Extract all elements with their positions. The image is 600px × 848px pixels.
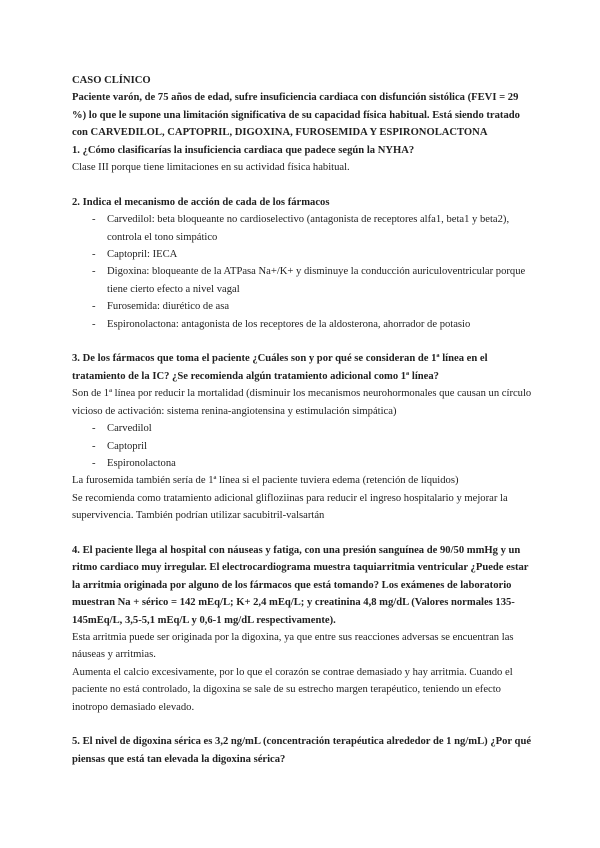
question-1: 1. ¿Cómo clasificarías la insuficiencia cardiaca que padece según la NYHA? [72,144,415,156]
answer-1: Clase III porque tiene limitaciones en su actividad física habitual. [72,162,350,174]
list-item: - Digoxina: bloqueante de la ATPasa Na+/K+ y disminuye la conducción auriculoventricular porque tiene cierto efecto a nivel vagal [72,263,534,298]
question-4: 4. El paciente llega al hospital con náuseas y fatiga, con una presión sanguínea de 90/50 mmHg y un ritmo cardiaco muy irregular. El electrocardiograma muestra taquiarritmia ventricular ¿Puede estar la arritmia originada por alguno de los fármacos que está tomando? Los exámenes de laboratorio muestran Na + sérico = 142 mEq/L; K+ 2,4 mEq/L; y creatinina 4,8 mg/dL (Valores normales 135-145mEq/L, 3,5-5,1 mEq/L y 0,6-1 mg/dL respectivamente). [72,544,529,626]
spacer [72,333,534,350]
list-item: - Carvedilol: beta bloqueante no cardioselectivo (antagonista de receptores alfa1, beta1 y beta2), controla el tono simpático [72,211,534,246]
list-item: - Furosemida: diurético de asa [72,298,534,315]
case-intro: Paciente varón, de 75 años de edad, sufre insuficiencia cardiaca con disfunción sistólica (FEVI = 29 %) lo que le supone una limitación significativa de su capacidad física habitual. Está siendo tratado con CARVEDILOL, CAPTOPRIL, DIGOXINA, FUROSEMIDA Y ESPIRONOLACTONA [72,92,520,139]
drug-mechanism-list [72,211,534,333]
document-title: CASO CLÍNICO [72,75,151,86]
list-item: - Captopril [72,438,534,455]
spacer [72,525,534,542]
spacer [72,176,534,193]
list-item: - Espironolactona [72,455,534,472]
spacer [72,716,534,733]
document-page [72,72,534,768]
answer-4-part-1: Esta arritmia puede ser originada por la digoxina, ya que entre sus reacciones adversas se encuentran las náuseas y arritmias. [72,631,514,661]
question-3: 3. De los fármacos que toma el paciente ¿Cuáles son y por qué se consideran de 1ª línea en el tratamiento de la IC? ¿Se recomienda algún tratamiento adicional como 1ª línea? [72,353,488,382]
answer-4-part-2: Aumenta el calcio excesivamente, por lo que el corazón se contrae demasiado y hay arritmia. Cuando el paciente no está controlado, la digoxina se sale de su estrecho margen terapéutico, teniendo un efecto inotropo demasiado elevado. [72,666,513,713]
answer-3-note-1: La furosemida también sería de 1ª línea si el paciente tuviera edema (retención de líquidos) [72,475,459,487]
list-item: - Carvedilol [72,420,534,437]
answer-3-note-2: Se recomienda como tratamiento adicional glifloziinas para reducir el ingreso hospitalario y mejorar la supervivencia. También podrían utilizar sacubitril-valsartán [72,492,508,522]
list-item: - Espironolactona: antagonista de los receptores de la aldosterona, ahorrador de potasio [72,316,534,333]
first-line-drug-list [72,420,534,472]
question-5: 5. El nivel de digoxina sérica es 3,2 ng/mL (concentración terapéutica alrededor de 1 ng/mL) ¿Por qué piensas que está tan elevada la digoxina sérica? [72,736,532,765]
question-2: 2. Indica el mecanismo de acción de cada de los fármacos [72,196,330,208]
list-item: - Captopril: IECA [72,246,534,263]
answer-3: Son de 1ª línea por reducir la mortalidad (disminuir los mecanismos neurohormonales que causan un círculo vicioso de activación: sistema renina-angiotensina y estimulación simpática) [72,388,532,417]
